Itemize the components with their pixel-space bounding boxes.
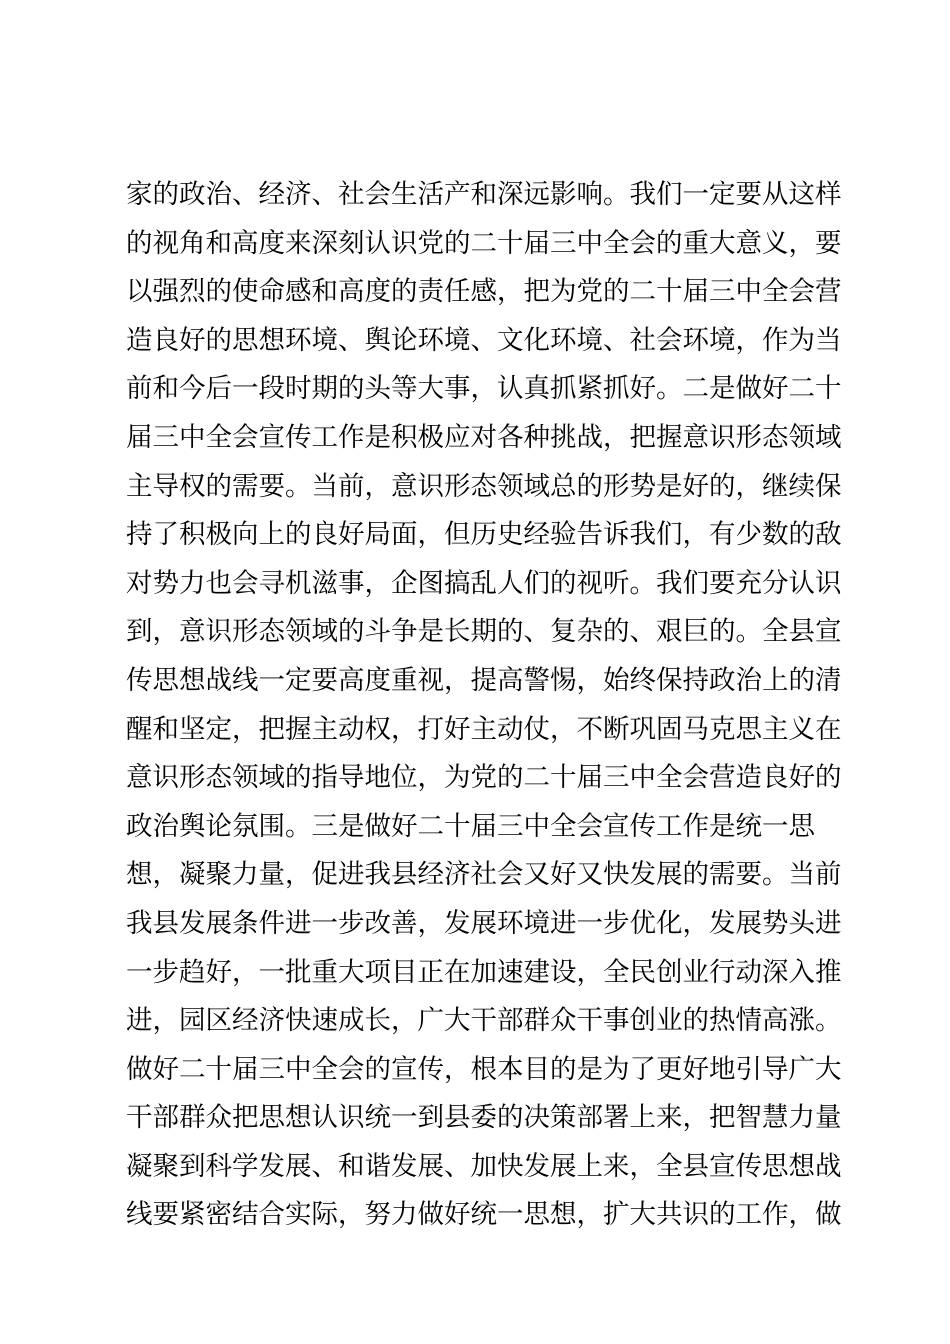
text-line: 传思想战线一定要高度重视，提高警惕，始终保持政治上的清: [126, 664, 842, 696]
text-line: 进，园区经济快速成长，广大干部群众干事创业的热情高涨。: [126, 1005, 842, 1037]
text-line: 届三中全会宣传工作是积极应对各种挑战，把握意识形态领域: [126, 421, 842, 453]
text-line: 以强烈的使命感和高度的责任感，把为党的二十届三中全会营: [126, 276, 842, 308]
text-line: 凝聚到科学发展、和谐发展、加快发展上来，全县宣传思想战: [126, 1150, 842, 1182]
text-line: 我县发展条件进一步改善，发展环境进一步优化，发展势头进: [126, 907, 842, 939]
text-line: 醒和坚定，把握主动权，打好主动仗，不断巩固马克思主义在: [126, 713, 842, 745]
text-line: 线要紧密结合实际，努力做好统一思想，扩大共识的工作，做: [126, 1199, 842, 1231]
text-line: 对势力也会寻机滋事，企图搞乱人们的视听。我们要充分认识: [126, 567, 842, 599]
text-line: 主导权的需要。当前，意识形态领域总的形势是好的，继续保: [126, 470, 842, 502]
text-line: 想，凝聚力量，促进我县经济社会又好又快发展的需要。当前: [126, 859, 842, 891]
text-line: 持了积极向上的良好局面，但历史经验告诉我们，有少数的敌: [126, 519, 842, 551]
text-line: 到，意识形态领域的斗争是长期的、复杂的、艰巨的。全县宣: [126, 616, 842, 648]
text-line: 造良好的思想环境、舆论环境、文化环境、社会环境，作为当: [126, 324, 842, 356]
text-line: 政治舆论氛围。三是做好二十届三中全会宣传工作是统一思: [126, 810, 815, 842]
text-line: 前和今后一段时期的头等大事，认真抓紧抓好。二是做好二十: [126, 373, 842, 405]
text-line: 家的政治、经济、社会生活产和深远影响。我们一定要从这样: [126, 179, 842, 210]
text-line: 做好二十届三中全会的宣传，根本目的是为了更好地引导广大: [126, 1053, 842, 1085]
text-line: 干部群众把思想认识统一到县委的决策部署上来，把智慧力量: [126, 1102, 842, 1134]
body-text: [126, 171, 842, 1240]
text-line: 的视角和高度来深刻认识党的二十届三中全会的重大意义，要: [126, 227, 842, 259]
text-line: 意识形态领域的指导地位，为党的二十届三中全会营造良好的: [126, 762, 842, 794]
text-line: 一步趋好，一批重大项目正在加速建设，全民创业行动深入推: [126, 956, 842, 988]
